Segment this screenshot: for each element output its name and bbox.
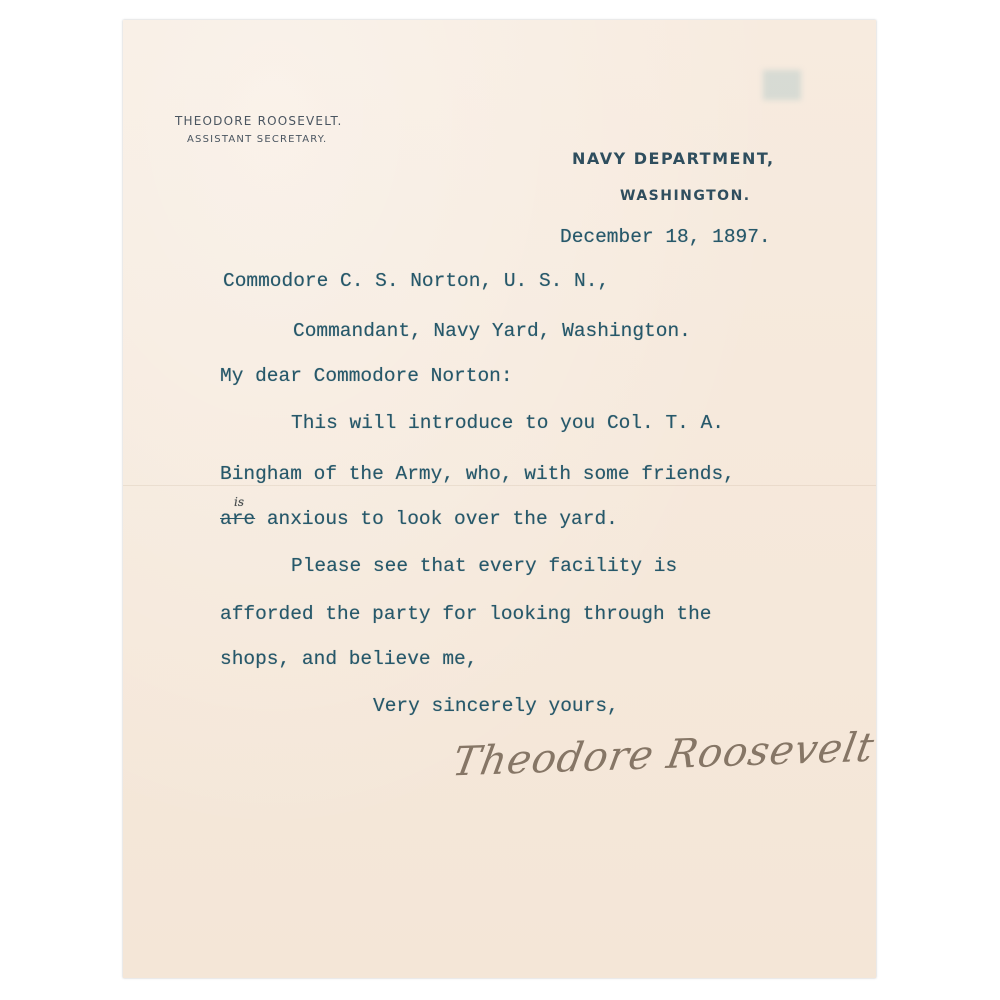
paragraph-1-line-2: Bingham of the Army, who, with some friends,	[220, 463, 735, 485]
paragraph-2-line-3: shops, and believe me,	[220, 648, 478, 670]
faint-stamp	[763, 70, 801, 100]
salutation: My dear Commodore Norton:	[220, 365, 513, 387]
paragraph-1-line-3	[220, 495, 618, 530]
fold-line	[123, 485, 876, 486]
handwritten-correction: is	[234, 495, 244, 509]
paragraph-1-line-3-rest: anxious to look over the yard.	[266, 508, 618, 530]
signature: Theodore Roosevelt	[449, 724, 878, 786]
letterhead-title: ASSISTANT SECRETARY.	[187, 134, 328, 145]
letterhead-name: THEODORE ROOSEVELT.	[175, 114, 343, 128]
letterhead-department: NAVY DEPARTMENT,	[572, 149, 775, 168]
paragraph-2-line-1: Please see that every facility is	[291, 555, 678, 577]
recipient-line-1: Commodore C. S. Norton, U. S. N.,	[223, 270, 610, 292]
closing: Very sincerely yours,	[373, 695, 619, 717]
struck-word: are	[220, 508, 256, 530]
recipient-line-2: Commandant, Navy Yard, Washington.	[293, 320, 691, 342]
letter-paper	[123, 20, 876, 978]
struck-word-wrap	[220, 495, 267, 530]
paragraph-1-line-1: This will introduce to you Col. T. A.	[291, 412, 724, 434]
letterhead-city: WASHINGTON.	[620, 188, 751, 204]
letter-date: December 18, 1897.	[560, 226, 771, 248]
paragraph-2-line-2: afforded the party for looking through the	[220, 603, 712, 625]
